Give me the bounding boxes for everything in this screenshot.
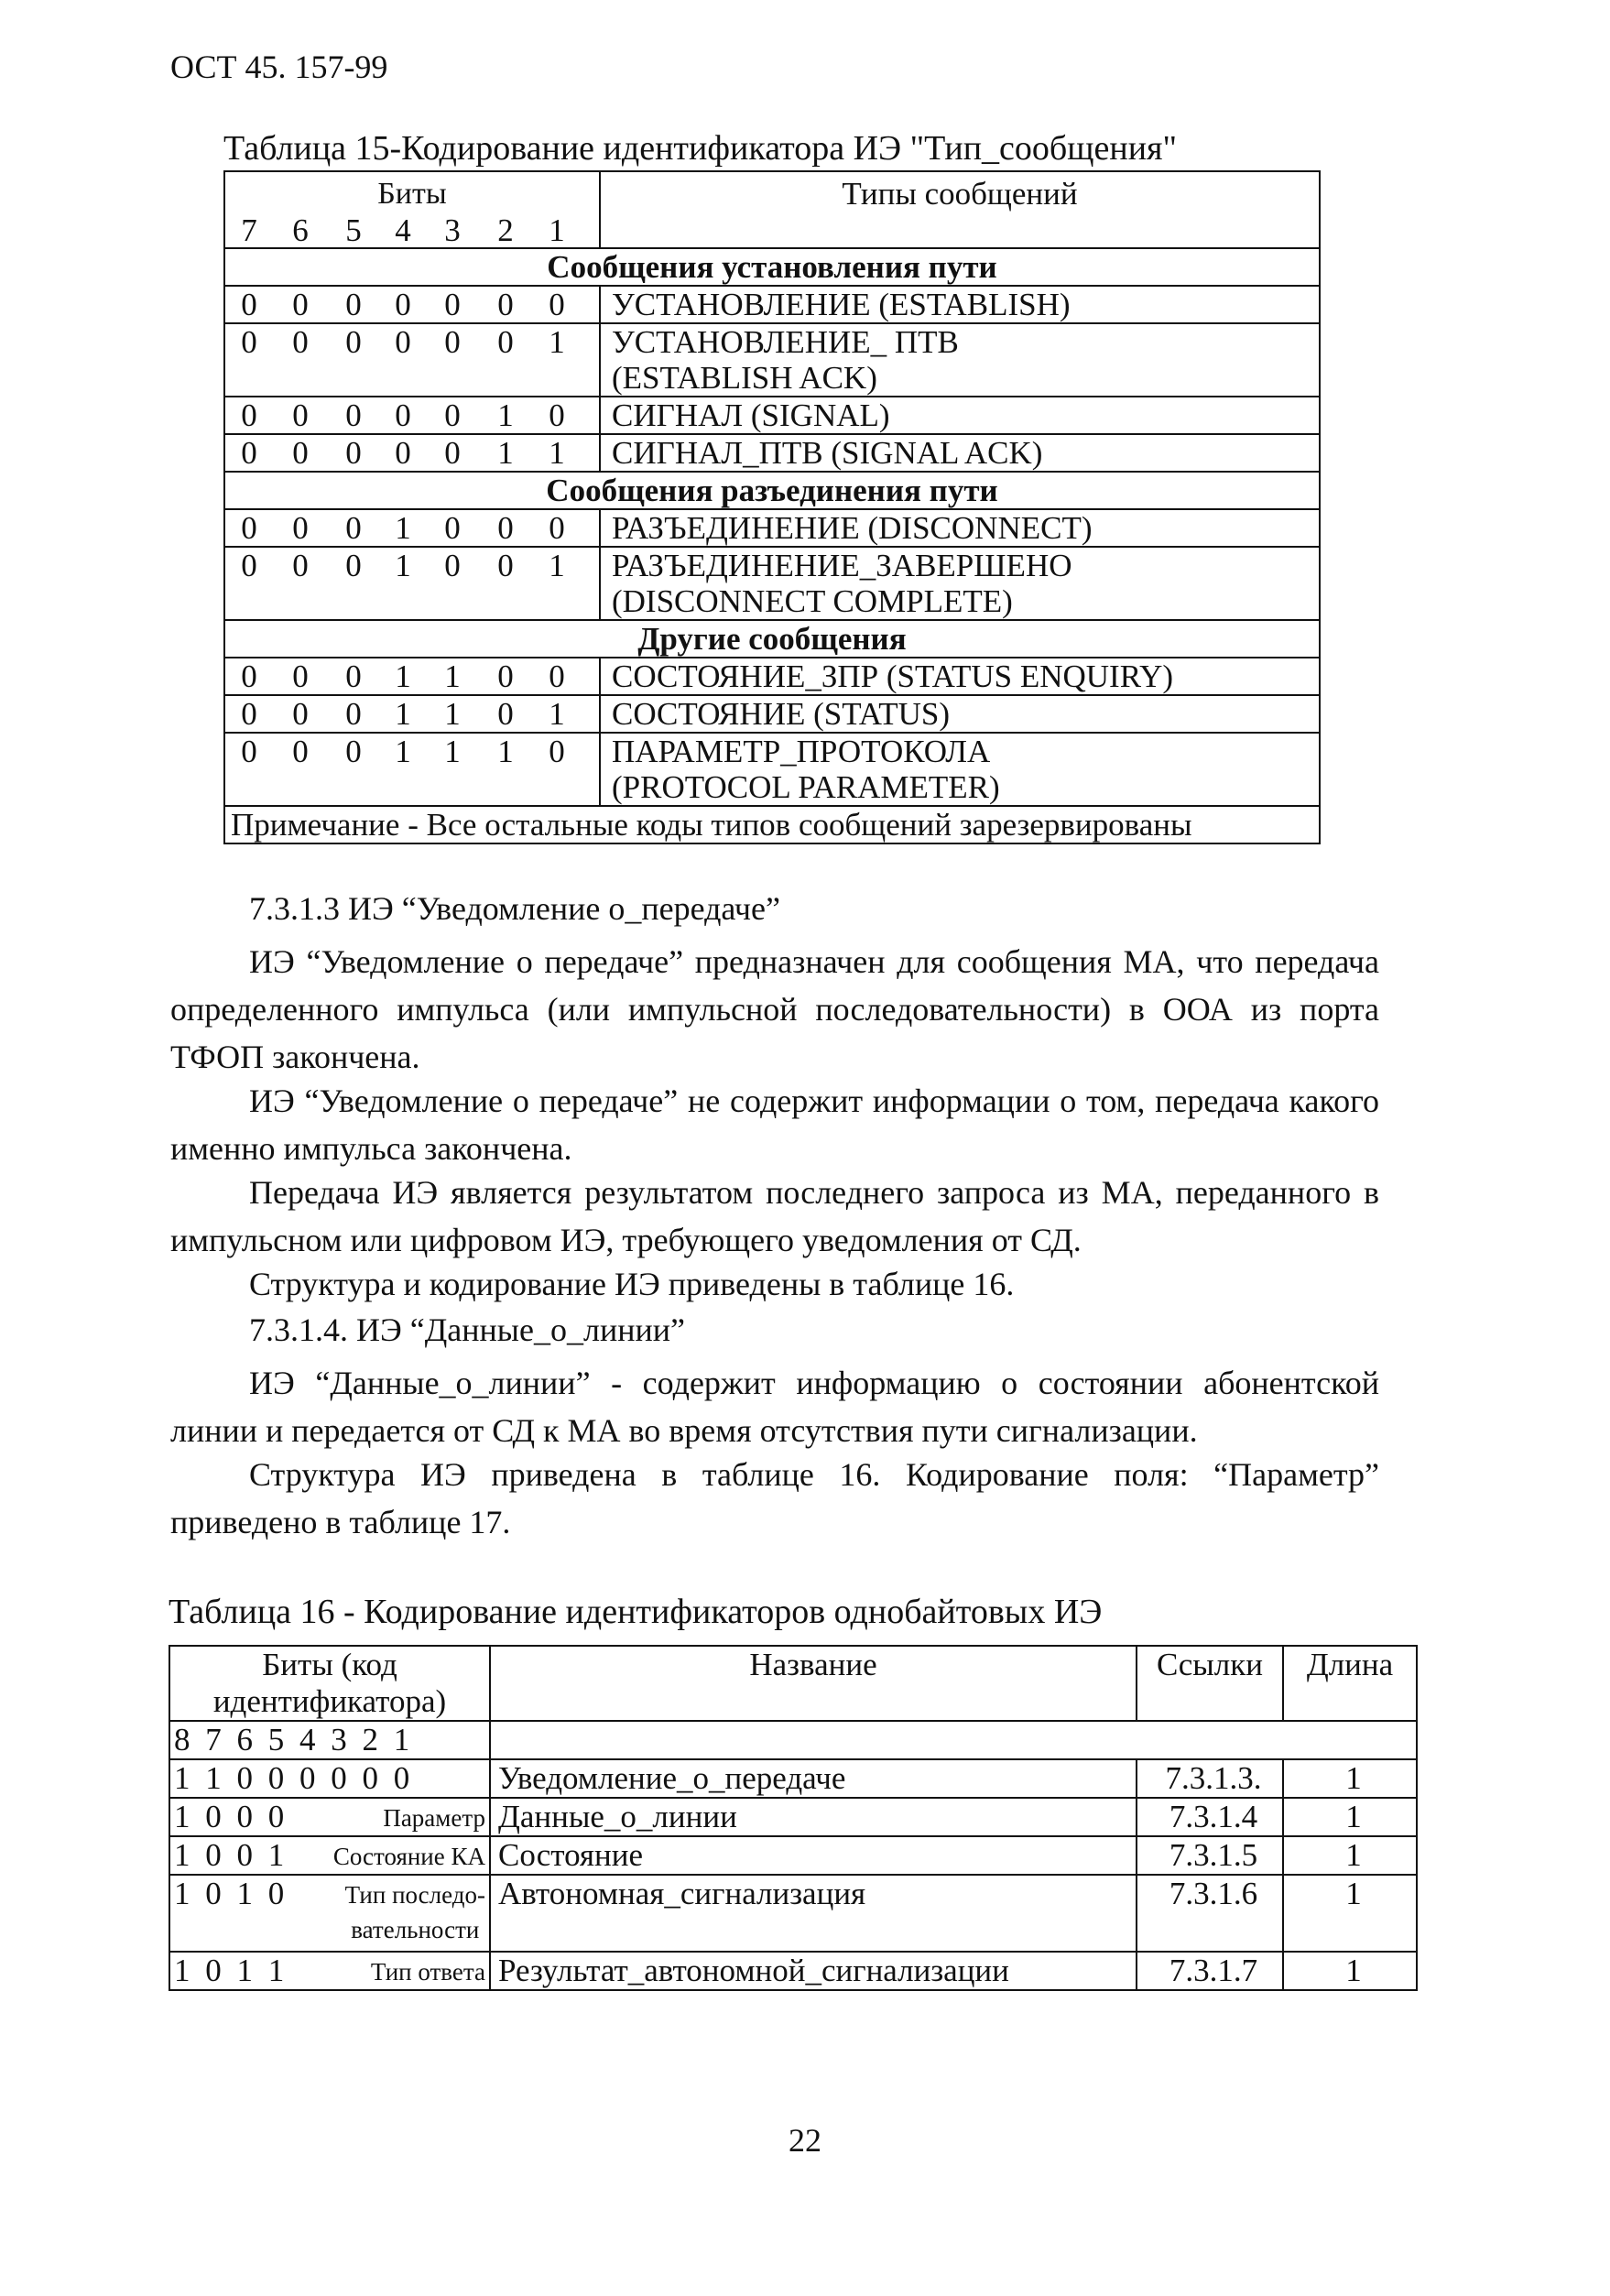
bit-value: 0 [395, 324, 411, 360]
message-type-line: (DISCONNECT COMPLETE) [612, 583, 1013, 619]
bit-value: 0 [292, 287, 309, 322]
message-type-line: СИГНАЛ_ПТВ (SIGNAL ACK) [612, 435, 1043, 471]
bit-value: 4 [395, 212, 411, 248]
bit-value: 0 [292, 324, 309, 360]
table16-ref: 7.3.1.6 [1137, 1875, 1283, 1952]
table16-length: 1 [1283, 1836, 1417, 1875]
paragraph: Структура ИЭ приведена в таблице 16. Кодирование поля: “Параметр” приведено в таблице 17. [170, 1456, 1379, 1540]
table15-row [224, 695, 1320, 733]
bit-value: 1 [444, 696, 461, 732]
bit-value: 0 [241, 734, 257, 769]
table15-bits-cell [224, 547, 600, 620]
bit-value: 1 [497, 397, 514, 433]
bit-value: 0 [292, 658, 309, 694]
message-type-line: СОСТОЯНИЕ (STATUS) [612, 696, 950, 732]
table16-code: 1 1 0 0 0 0 0 0 [174, 1760, 410, 1796]
message-type-line: РАЗЪЕДИНЕНИЕ (DISCONNECT) [612, 510, 1093, 546]
bit-value: 0 [549, 510, 565, 546]
table16-name: Автономная_сигнализация [490, 1875, 1137, 1952]
paragraph: Структура и кодирование ИЭ приведены в таблице 16. [249, 1266, 1015, 1302]
table15-bits-cell [224, 286, 600, 323]
section-7314-heading: 7.3.1.4. ИЭ “Данные_о_линии” [249, 1311, 685, 1348]
table15-section-title: Другие сообщения [224, 620, 1320, 658]
bit-value: 0 [444, 435, 461, 471]
table15-section-row [224, 248, 1320, 286]
bit-value: 0 [241, 397, 257, 433]
bit-value: 5 [345, 212, 362, 248]
bit-value: 1 [444, 658, 461, 694]
table16-field: Тип последо- [344, 1881, 485, 1909]
bit-value: 0 [241, 548, 257, 583]
table16-length: 1 [1283, 1759, 1417, 1798]
bit-value: 0 [549, 734, 565, 769]
table15-message-type [600, 286, 1320, 323]
table15-bits-header-cell [224, 171, 600, 248]
paragraph: ИЭ “Данные_о_линии” - содержит информацию о состоянии абонентской линии и передается от СД к МА во время отсутствия пути сигнализации. [170, 1365, 1379, 1449]
bit-value: 1 [444, 734, 461, 769]
table15-row [224, 733, 1320, 806]
message-type-line: СИГНАЛ (SIGNAL) [612, 397, 890, 433]
bit-value: 1 [549, 435, 565, 471]
bit-value: 0 [395, 397, 411, 433]
bit-value: 0 [241, 435, 257, 471]
bit-value: 1 [395, 696, 411, 732]
table15-bits-cell [224, 695, 600, 733]
bit-value: 1 [549, 212, 565, 248]
bit-value: 0 [345, 658, 362, 694]
paragraph: ИЭ “Уведомление о передаче” не содержит информации о том, передача какого именно импульса закончена. [170, 1083, 1379, 1167]
bit-value: 0 [395, 287, 411, 322]
table16-row [169, 1952, 1417, 1990]
message-type-line: РАЗЪЕДИНЕНИЕ_ЗАВЕРШЕНО [612, 548, 1072, 583]
table15-bits-cell [224, 733, 600, 806]
bit-value: 0 [497, 510, 514, 546]
table15-row [224, 434, 1320, 472]
bit-value: 0 [497, 287, 514, 322]
document-code: ОСТ 45. 157-99 [170, 49, 388, 85]
table15-bits-cell [224, 658, 600, 695]
bit-value: 1 [395, 658, 411, 694]
table15-bits-cell [224, 509, 600, 547]
table16-code: 1 0 0 0 [174, 1799, 285, 1834]
table15-row [224, 323, 1320, 397]
table16-field-wrap [333, 1839, 485, 1874]
bit-value: 1 [549, 696, 565, 732]
bit-value: 0 [292, 510, 309, 546]
table16-bit-numbers-row [169, 1721, 1417, 1759]
bit-value: 0 [241, 324, 257, 360]
table15-note-row [224, 806, 1320, 843]
table15-section-title: Сообщения установления пути [224, 248, 1320, 286]
table16-ref: 7.3.1.4 [1137, 1798, 1283, 1836]
table15-section-row [224, 620, 1320, 658]
bit-value: 0 [497, 548, 514, 583]
paragraph: ИЭ “Уведомление о передаче” предназначен для сообщения МА, что передача определенного импульса (или импульсной последовательности) в ООА из порта ТФОП закончена. [170, 943, 1379, 1075]
table15-message-type [600, 547, 1320, 620]
bit-value: 1 [497, 435, 514, 471]
bit-value: 6 [292, 212, 309, 248]
table16-name: Состояние [490, 1836, 1137, 1875]
table16-bit-numbers: 8 7 6 5 4 3 2 1 [169, 1721, 490, 1759]
bit-value: 0 [497, 658, 514, 694]
table15-section-title: Сообщения разъединения пути [224, 472, 1320, 509]
page-number: 22 [789, 2122, 821, 2159]
table15-section-row [224, 472, 1320, 509]
bit-value: 0 [549, 287, 565, 322]
bit-value: 0 [497, 324, 514, 360]
table16-body [169, 1759, 1417, 1990]
table15-message-type [600, 733, 1320, 806]
table16-name: Результат_автономной_сигнализации [490, 1952, 1137, 1990]
bit-value: 0 [241, 658, 257, 694]
bit-value: 1 [497, 734, 514, 769]
bit-value: 2 [497, 212, 514, 248]
table16-bits-header-line2: идентификатора) [212, 1683, 447, 1719]
bit-value: 0 [292, 548, 309, 583]
table16-ref: 7.3.1.3. [1137, 1759, 1283, 1798]
table15-row [224, 658, 1320, 695]
message-type-line: (ESTABLISH ACK) [612, 360, 877, 396]
table16-code-cell [169, 1875, 490, 1952]
table15-message-type [600, 323, 1320, 397]
table16-field: Параметр [383, 1804, 485, 1832]
table16-header-row [169, 1646, 1417, 1721]
table16-caption: Таблица 16 - Кодирование идентификаторов однобайтовых ИЭ [169, 1593, 1103, 1631]
table15-bit-numbers [225, 212, 599, 249]
table15-row [224, 397, 1320, 434]
table16-row [169, 1798, 1417, 1836]
table15-row [224, 547, 1320, 620]
table16-bits-header-line1: Биты (код [262, 1647, 397, 1682]
message-type-line: ПАРАМЕТР_ПРОТОКОЛА [612, 734, 991, 769]
table16-row [169, 1875, 1417, 1952]
bit-value: 1 [549, 324, 565, 360]
bit-value: 0 [345, 734, 362, 769]
table16-code-cell [169, 1759, 490, 1798]
paragraph: Передача ИЭ является результатом последнего запроса из МА, переданного в импульсном или цифровом ИЭ, требующего уведомления от СД. [170, 1174, 1379, 1258]
table16-field-wrap [345, 1877, 485, 1947]
table15-body [224, 248, 1320, 806]
table16-name: Уведомление_о_передаче [490, 1759, 1137, 1798]
table16-field: Тип ответа [370, 1958, 485, 1986]
table15-note: Примечание - Все остальные коды типов сообщений зарезервированы [224, 806, 1320, 843]
bit-value: 0 [241, 696, 257, 732]
message-type-line: УСТАНОВЛЕНИЕ (ESTABLISH) [612, 287, 1071, 322]
table16-row [169, 1836, 1417, 1875]
table16-length-header: Длина [1283, 1646, 1417, 1721]
table15-bits-cell [224, 323, 600, 397]
table15-row [224, 286, 1320, 323]
table15-bits-cell [224, 434, 600, 472]
table16-single-byte-ie-coding [169, 1645, 1418, 1991]
table16-field-wrap [371, 1954, 485, 1989]
bit-value: 1 [549, 548, 565, 583]
bit-value: 0 [241, 510, 257, 546]
bit-value: 0 [345, 435, 362, 471]
table16-code-cell [169, 1952, 490, 1990]
table16-field: Состояние КА [332, 1843, 485, 1870]
section-7313-heading: 7.3.1.3 ИЭ “Уведомление о_передаче” [249, 890, 780, 927]
bit-value: 0 [345, 548, 362, 583]
table16-length: 1 [1283, 1875, 1417, 1952]
table15-bits-cell [224, 397, 600, 434]
bit-value: 0 [292, 397, 309, 433]
message-type-line: СОСТОЯНИЕ_ЗПР (STATUS ENQUIRY) [612, 658, 1174, 694]
table16-length: 1 [1283, 1798, 1417, 1836]
table16-code: 1 0 0 1 [174, 1837, 285, 1873]
bit-value: 0 [444, 287, 461, 322]
table16-ref: 7.3.1.7 [1137, 1952, 1283, 1990]
bit-value: 0 [497, 696, 514, 732]
bit-value: 1 [395, 548, 411, 583]
bit-value: 0 [345, 324, 362, 360]
bit-value: 0 [549, 658, 565, 694]
bit-value: 7 [241, 212, 257, 248]
bit-value: 3 [444, 212, 461, 248]
table16-ref: 7.3.1.5 [1137, 1836, 1283, 1875]
table15-message-type [600, 397, 1320, 434]
table15-message-type [600, 695, 1320, 733]
table16-row [169, 1759, 1417, 1798]
table16-code-cell [169, 1836, 490, 1875]
table15-message-type-coding [223, 170, 1321, 844]
table16-code: 1 0 1 1 [174, 1953, 285, 1988]
bit-value: 0 [395, 435, 411, 471]
bit-value: 0 [549, 397, 565, 433]
message-type-line: (PROTOCOL PARAMETER) [612, 769, 1000, 805]
table16-empty-cell [490, 1721, 1417, 1759]
bit-value: 0 [444, 397, 461, 433]
table16-name-header: Название [490, 1646, 1137, 1721]
table16-code: 1 0 1 0 [174, 1876, 285, 1911]
table15-message-type [600, 434, 1320, 472]
table15-header-row [224, 171, 1320, 248]
table16-field-line2: вательности [351, 1916, 480, 1943]
table16-code-cell [169, 1798, 490, 1836]
table15-row [224, 509, 1320, 547]
bit-value: 0 [241, 287, 257, 322]
table16-field-wrap [383, 1801, 485, 1835]
bit-value: 0 [345, 397, 362, 433]
table15-caption: Таблица 15-Кодирование идентификатора ИЭ "Тип_сообщения" [223, 129, 1178, 168]
table15-types-header: Типы сообщений [600, 171, 1320, 248]
table16-bits-header [169, 1646, 490, 1721]
bit-value: 0 [292, 435, 309, 471]
bit-value: 1 [395, 510, 411, 546]
message-type-line: УСТАНОВЛЕНИЕ_ ПТВ [612, 324, 959, 360]
bit-value: 0 [444, 548, 461, 583]
bit-value: 0 [345, 510, 362, 546]
bit-value: 0 [345, 696, 362, 732]
table15-message-type [600, 658, 1320, 695]
bit-value: 0 [292, 734, 309, 769]
table15-message-type [600, 509, 1320, 547]
table16-refs-header: Ссылки [1137, 1646, 1283, 1721]
table15-bits-header: Биты [377, 177, 447, 211]
bit-value: 0 [345, 287, 362, 322]
table16-length: 1 [1283, 1952, 1417, 1990]
bit-value: 1 [395, 734, 411, 769]
bit-value: 0 [292, 696, 309, 732]
bit-value: 0 [444, 510, 461, 546]
bit-value: 0 [444, 324, 461, 360]
table16-name: Данные_о_линии [490, 1798, 1137, 1836]
